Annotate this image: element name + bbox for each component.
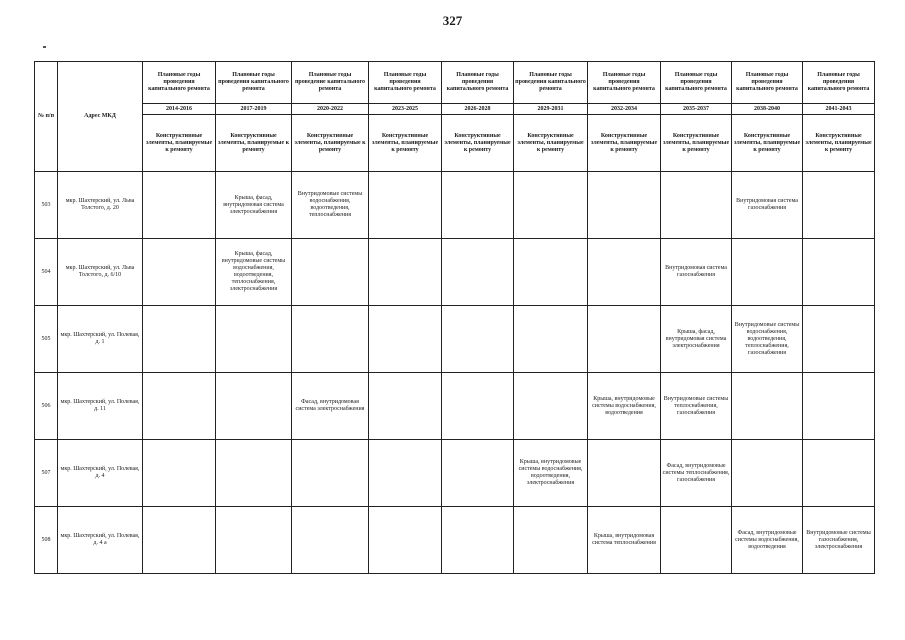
- period-header: 2023-2025: [369, 104, 442, 115]
- repair-elements-cell: [732, 440, 803, 507]
- repair-elements-cell: [514, 172, 588, 239]
- repair-elements-cell: [143, 507, 216, 574]
- table-row: [35, 440, 875, 507]
- row-number: 503: [35, 172, 58, 239]
- building-address: мкр. Шахтерский, ул. Полевая, д. 11: [58, 373, 143, 440]
- plan-years-header: Плановые годы проведения капитального ремонта: [514, 62, 588, 104]
- repair-elements-cell: [442, 373, 514, 440]
- building-address: мкр. Шахтерский, ул. Полевая, д. 4: [58, 440, 143, 507]
- plan-years-header: Плановые годы проведение капитального ремонта: [292, 62, 369, 104]
- repair-elements-cell: [588, 172, 661, 239]
- repair-elements-cell: Внутридомовая система газоснабжения: [661, 239, 732, 306]
- repair-elements-cell: Крыша, внутридомовые системы водоснабжения, водоотведения: [588, 373, 661, 440]
- period-header: 2038-2040: [732, 104, 803, 115]
- plan-years-header: Плановые годы проведения капитального ремонта: [143, 62, 216, 104]
- repair-elements-cell: [216, 507, 292, 574]
- repair-elements-cell: [803, 440, 875, 507]
- repair-elements-cell: [369, 239, 442, 306]
- table-body: [35, 62, 875, 574]
- repair-elements-cell: [732, 239, 803, 306]
- header-row-elements: [35, 115, 875, 172]
- plan-years-header: Плановые годы проведения капитального ремонта: [661, 62, 732, 104]
- repair-elements-cell: [143, 172, 216, 239]
- repair-elements-cell: [442, 172, 514, 239]
- repair-elements-cell: [369, 172, 442, 239]
- plan-years-header: Плановые годы проведения капитального ремонта: [216, 62, 292, 104]
- address-column-header: Адрес МКД: [58, 62, 143, 172]
- repair-elements-cell: [143, 440, 216, 507]
- repair-elements-cell: Внутридомовые системы водоснабжения, водоотведения, теплоснабжения: [292, 172, 369, 239]
- capital-repair-table: [34, 61, 875, 574]
- building-address: мкр. Шахтерский, ул. Льва Толстого, д. 6/10: [58, 239, 143, 306]
- elements-header: Конструктивные элементы, планируемые к ремонту: [588, 115, 661, 172]
- repair-elements-cell: Фасад, внутридомовые системы теплоснабжения, газоснабжения: [661, 440, 732, 507]
- elements-header: Конструктивные элементы, планируемые к ремонту: [732, 115, 803, 172]
- row-number: 507: [35, 440, 58, 507]
- repair-elements-cell: [661, 507, 732, 574]
- repair-elements-cell: [803, 373, 875, 440]
- repair-elements-cell: [514, 507, 588, 574]
- building-address: мкр. Шахтерский, ул. Льва Толстого, д. 20: [58, 172, 143, 239]
- row-number: 504: [35, 239, 58, 306]
- repair-elements-cell: [216, 306, 292, 373]
- page-number: 327: [442, 13, 463, 28]
- repair-elements-cell: [369, 440, 442, 507]
- repair-elements-cell: [803, 306, 875, 373]
- repair-elements-cell: [369, 373, 442, 440]
- period-header: 2029-2031: [514, 104, 588, 115]
- elements-header: Конструктивные элементы, планируемые к ремонту: [442, 115, 514, 172]
- repair-elements-cell: Внутридомовая система газоснабжения: [732, 172, 803, 239]
- repair-elements-cell: [292, 507, 369, 574]
- num-column-header: № п/п: [35, 62, 58, 172]
- repair-elements-cell: [442, 306, 514, 373]
- header-row-periods: [35, 104, 875, 115]
- row-number: 506: [35, 373, 58, 440]
- plan-years-header: Плановые годы проведения капитального ремонта: [803, 62, 875, 104]
- repair-elements-cell: [442, 440, 514, 507]
- repair-elements-cell: [732, 373, 803, 440]
- building-address: мкр. Шахтерский, ул. Полевая, д. 1: [58, 306, 143, 373]
- period-header: 2014-2016: [143, 104, 216, 115]
- repair-elements-cell: [803, 239, 875, 306]
- elements-header: Конструктивные элементы, планируемые к ремонту: [292, 115, 369, 172]
- repair-elements-cell: [216, 373, 292, 440]
- repair-elements-cell: Внутридомовые системы водоснабжения, водоотведения, теплоснабжения, газоснабжения: [732, 306, 803, 373]
- elements-header: Конструктивные элементы, планируемые к ремонту: [661, 115, 732, 172]
- repair-elements-cell: [442, 239, 514, 306]
- repair-elements-cell: Внутридомовые системы теплоснабжения, газоснабжения: [661, 373, 732, 440]
- repair-elements-cell: [292, 440, 369, 507]
- repair-elements-cell: [292, 239, 369, 306]
- elements-header: Конструктивные элементы, планируемые к ремонту: [803, 115, 875, 172]
- elements-header: Конструктивные элементы, планируемые к ремонту: [514, 115, 588, 172]
- period-header: 2032-2034: [588, 104, 661, 115]
- scan-speck: [43, 46, 46, 48]
- repair-elements-cell: [292, 306, 369, 373]
- repair-elements-cell: Крыша, внутридомовые системы водоснабжения, водоотведения, электроснабжения: [514, 440, 588, 507]
- period-header: 2020-2022: [292, 104, 369, 115]
- repair-elements-cell: [661, 172, 732, 239]
- repair-elements-cell: Крыша, внутридомовая система теплоснабжения: [588, 507, 661, 574]
- table-row: [35, 373, 875, 440]
- repair-elements-cell: [588, 239, 661, 306]
- elements-header: Конструктивные элементы, планируемые к ремонту: [143, 115, 216, 172]
- plan-years-header: Плановые годы проведения капитального ремонта: [442, 62, 514, 104]
- elements-header: Конструктивные элементы, планируемые к ремонту: [369, 115, 442, 172]
- table-row: [35, 239, 875, 306]
- period-header: 2026-2028: [442, 104, 514, 115]
- row-number: 508: [35, 507, 58, 574]
- repair-elements-cell: [514, 306, 588, 373]
- table-row: [35, 507, 875, 574]
- period-header: 2041-2043: [803, 104, 875, 115]
- repair-elements-cell: [803, 172, 875, 239]
- row-number: 505: [35, 306, 58, 373]
- table-row: [35, 172, 875, 239]
- repair-elements-cell: [143, 373, 216, 440]
- repair-elements-cell: [514, 373, 588, 440]
- repair-elements-cell: Крыша, фасад, внутридомовая система электроснабжения: [216, 172, 292, 239]
- repair-elements-cell: [588, 306, 661, 373]
- period-header: 2035-2037: [661, 104, 732, 115]
- repair-elements-cell: [143, 306, 216, 373]
- repair-elements-cell: [216, 440, 292, 507]
- repair-elements-cell: Фасад, внутридомовые системы водоснабжения, водоотведения: [732, 507, 803, 574]
- header-row-plan: [35, 62, 875, 104]
- repair-elements-cell: [588, 440, 661, 507]
- repair-elements-cell: Фасад, внутридомовая система электроснабжения: [292, 373, 369, 440]
- repair-elements-cell: [369, 507, 442, 574]
- building-address: мкр. Шахтерский, ул. Полевая, д. 4 а: [58, 507, 143, 574]
- period-header: 2017-2019: [216, 104, 292, 115]
- repair-elements-cell: [143, 239, 216, 306]
- repair-elements-cell: Внутридомовые системы газоснабжения, электроснабжения: [803, 507, 875, 574]
- plan-years-header: Плановые годы проведения капитального ремонта: [369, 62, 442, 104]
- repair-elements-cell: Крыша, фасад, внутридомовые системы водоснабжения, водоотведения, теплоснабжения, электроснабжения: [216, 239, 292, 306]
- repair-elements-cell: [514, 239, 588, 306]
- repair-elements-cell: [442, 507, 514, 574]
- repair-elements-cell: Крыша, фасад, внутридомовая система электроснабжения: [661, 306, 732, 373]
- elements-header: Конструктивные элементы, планируемые к ремонту: [216, 115, 292, 172]
- table-row: [35, 306, 875, 373]
- plan-years-header: Плановые годы проведения капитального ремонта: [732, 62, 803, 104]
- repair-elements-cell: [369, 306, 442, 373]
- plan-years-header: Плановые годы проведения капитального ремонта: [588, 62, 661, 104]
